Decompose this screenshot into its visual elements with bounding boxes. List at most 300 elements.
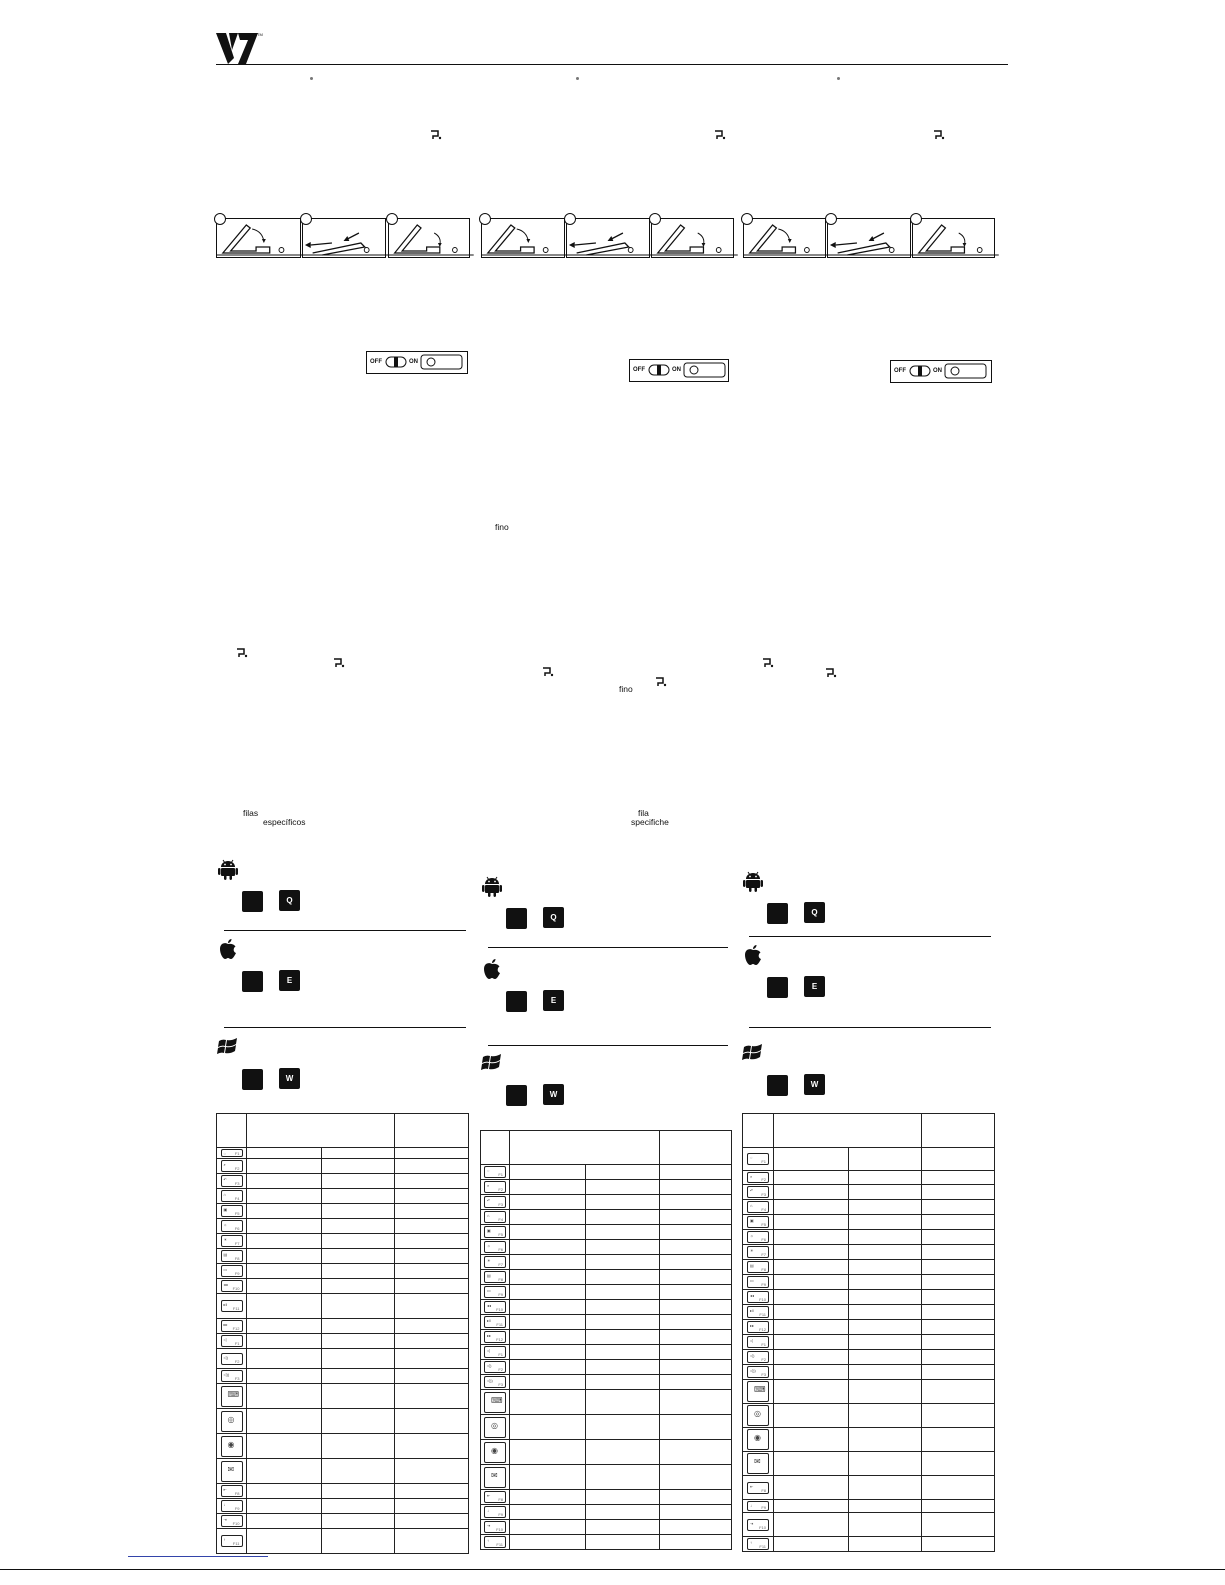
keycap-cell (217, 1529, 247, 1554)
table-row (217, 1514, 469, 1529)
table-cell (322, 1499, 395, 1514)
lock-icon: ▣ F5 (747, 1216, 769, 1228)
text-fila: fila (638, 808, 649, 818)
table-cell (322, 1529, 395, 1554)
media-play-icon: ▸‖ F11 (221, 1300, 243, 1312)
keycap-cell (217, 1369, 247, 1384)
table-row (217, 1219, 469, 1234)
table-cell (922, 1513, 995, 1537)
table-cell (247, 1409, 322, 1434)
text-filas: filas (243, 808, 259, 818)
table-cell (395, 1189, 469, 1204)
keycap-cell (481, 1535, 510, 1550)
brightness-down-icon: ☼ F6 (221, 1220, 243, 1232)
table-cell (774, 1171, 849, 1185)
installation-step-figure (912, 218, 995, 258)
table-cell (510, 1360, 586, 1375)
table-cell (849, 1305, 922, 1320)
table-cell (322, 1159, 395, 1174)
brightness-down-icon: ☼ F6 (747, 1231, 769, 1243)
windows-icon (481, 1052, 503, 1074)
table-cell (774, 1290, 849, 1305)
globe-icon: ◎ (747, 1405, 769, 1426)
table-cell (586, 1360, 660, 1375)
table-cell (849, 1428, 922, 1452)
table-cell (774, 1260, 849, 1275)
keycap-cell (743, 1148, 774, 1171)
table-cell (395, 1384, 469, 1409)
table-header-cell (922, 1114, 995, 1148)
volume-up-icon: ◁)) F3 (221, 1370, 243, 1382)
table-cell (922, 1320, 995, 1335)
table-cell (849, 1452, 922, 1476)
search-icon: ⌕ F2 (484, 1181, 506, 1193)
table-row (743, 1260, 995, 1275)
modifier-key (242, 1069, 263, 1090)
keycap-cell (743, 1350, 774, 1365)
table-cell (922, 1245, 995, 1260)
table-row (217, 1369, 469, 1384)
pair-icon (714, 127, 726, 145)
table-cell (586, 1415, 660, 1440)
table-row (481, 1285, 732, 1300)
svg-text:TM: TM (257, 32, 263, 37)
table-cell (774, 1200, 849, 1215)
table-cell (247, 1369, 322, 1384)
prev-icon: ⇤ F8 (484, 1491, 506, 1503)
table-cell (395, 1499, 469, 1514)
step-number-circle (479, 213, 491, 225)
keycap-cell (481, 1315, 510, 1330)
table-cell (586, 1180, 660, 1195)
media-play-icon: ▸‖ F11 (747, 1306, 769, 1318)
installation-step-figure (651, 218, 734, 258)
table-cell (922, 1275, 995, 1290)
keycap-cell (743, 1320, 774, 1335)
table-cell (395, 1204, 469, 1219)
pair-icon (542, 664, 554, 682)
table-cell (922, 1200, 995, 1215)
windows-icon (217, 1036, 239, 1058)
table-cell (774, 1245, 849, 1260)
table-header-cell (217, 1114, 247, 1148)
media-next-icon: ▸▸ F12 (221, 1320, 243, 1332)
search-icon: ⌕ F2 (747, 1172, 769, 1183)
table-cell (395, 1264, 469, 1279)
keycap-cell (743, 1215, 774, 1230)
table-header-cell (510, 1131, 660, 1165)
section-divider (488, 947, 728, 948)
table-row (743, 1537, 995, 1552)
table-cell (322, 1409, 395, 1434)
table-cell (247, 1148, 322, 1159)
table-cell (395, 1514, 469, 1529)
prev-icon: ⇤ F8 (221, 1485, 243, 1497)
table-cell (510, 1315, 586, 1330)
installation-step-figure (302, 218, 386, 258)
table-row (481, 1255, 732, 1270)
keycap-cell (217, 1148, 247, 1159)
table-cell (510, 1390, 586, 1415)
table-cell (849, 1380, 922, 1404)
table-row (743, 1365, 995, 1380)
table-cell (322, 1148, 395, 1159)
table-cell (322, 1189, 395, 1204)
keycap-cell (217, 1434, 247, 1459)
keycap-cell (743, 1428, 774, 1452)
keycap-cell (217, 1384, 247, 1409)
keycap-cell (743, 1537, 774, 1552)
keycap-cell (743, 1185, 774, 1200)
keycap-cell (217, 1264, 247, 1279)
table-cell (322, 1204, 395, 1219)
keyboard-icon: ⌨ (747, 1381, 769, 1402)
power-switch-diagram (366, 351, 468, 374)
table-row (481, 1520, 732, 1535)
keycap-cell (481, 1300, 510, 1315)
keyboard-icon: ⌨ (484, 1392, 506, 1413)
screenshot-icon: ▭ F9 (484, 1286, 506, 1298)
table-row (217, 1529, 469, 1554)
keycap-cell (217, 1234, 247, 1249)
table-cell (322, 1264, 395, 1279)
table-cell (510, 1490, 586, 1505)
table-cell (660, 1465, 732, 1490)
table-row (481, 1390, 732, 1415)
section-divider (749, 936, 991, 937)
media-prev-icon: ◂◂ F10 (221, 1280, 243, 1292)
table-row (481, 1165, 732, 1180)
table-cell (395, 1279, 469, 1294)
table-cell (395, 1529, 469, 1554)
table-cell (247, 1529, 322, 1554)
installation-step-figure (216, 218, 301, 258)
keycap-cell (217, 1294, 247, 1319)
table-row (743, 1404, 995, 1428)
media-prev-icon: ◂◂ F10 (484, 1301, 506, 1313)
keycap-cell (743, 1260, 774, 1275)
table-cell (395, 1148, 469, 1159)
table-row (481, 1240, 732, 1255)
section-divider (749, 1027, 991, 1028)
table-cell (922, 1260, 995, 1275)
table-row (217, 1484, 469, 1499)
keycap-cell (217, 1249, 247, 1264)
pair-icon (825, 665, 837, 683)
apple-icon (742, 944, 764, 966)
back-icon: ↶ F3 (747, 1186, 769, 1198)
table-row (743, 1452, 995, 1476)
step-number-circle (741, 213, 753, 225)
table-cell (510, 1465, 586, 1490)
modifier-key (506, 1085, 527, 1106)
shortcut-key: W (543, 1084, 564, 1105)
table-cell (247, 1319, 322, 1334)
table-cell (322, 1319, 395, 1334)
mute-icon: ◁ F1 (221, 1335, 243, 1347)
table-row (481, 1345, 732, 1360)
table-cell (395, 1409, 469, 1434)
up-icon: ↑ F11 (747, 1538, 769, 1550)
keycap-cell (743, 1200, 774, 1215)
table-row (481, 1535, 732, 1550)
keycap-cell (481, 1180, 510, 1195)
power-switch-diagram (890, 360, 992, 383)
table-cell (586, 1300, 660, 1315)
table-cell (660, 1270, 732, 1285)
table-cell (774, 1500, 849, 1513)
table-cell (247, 1434, 322, 1459)
mail-icon: ✉ (747, 1453, 769, 1474)
next-icon: ⇥ F10 (747, 1519, 769, 1531)
table-row (217, 1409, 469, 1434)
step-number-circle (300, 213, 312, 225)
table-cell (395, 1159, 469, 1174)
table-cell (774, 1230, 849, 1245)
power-icon: ◌ F1 (484, 1166, 506, 1178)
table-cell (660, 1520, 732, 1535)
table-cell (849, 1275, 922, 1290)
table-row (217, 1204, 469, 1219)
modifier-key (242, 971, 263, 992)
table-row (743, 1230, 995, 1245)
search-icon: ⌕ F2 (221, 1160, 243, 1172)
footer-link[interactable] (128, 1556, 268, 1557)
pair-icon (430, 127, 442, 145)
table-cell (510, 1165, 586, 1180)
table-cell (586, 1535, 660, 1550)
table-cell (247, 1204, 322, 1219)
table-cell (586, 1390, 660, 1415)
home-icon: ⌂ F4 (484, 1211, 506, 1223)
pair-icon (655, 674, 667, 692)
table-row (743, 1200, 995, 1215)
down-icon: ↓ F9 (747, 1501, 769, 1511)
table-cell (922, 1185, 995, 1200)
text-fino: fino (619, 684, 633, 694)
table-cell (322, 1514, 395, 1529)
table-cell (660, 1225, 732, 1240)
step-number-circle (649, 213, 661, 225)
table-cell (322, 1234, 395, 1249)
step-number-circle (214, 213, 226, 225)
table-row (217, 1159, 469, 1174)
table-row (217, 1434, 469, 1459)
table-cell (660, 1180, 732, 1195)
table-cell (922, 1290, 995, 1305)
table-cell (247, 1349, 322, 1369)
table-row (481, 1440, 732, 1465)
table-cell (774, 1185, 849, 1200)
table-cell (322, 1219, 395, 1234)
off-label: OFF (370, 359, 382, 365)
power-icon: ◌ F1 (747, 1153, 769, 1165)
keycap-cell (217, 1484, 247, 1499)
table-cell (849, 1500, 922, 1513)
table-cell (922, 1171, 995, 1185)
table-row (217, 1319, 469, 1334)
table-cell (247, 1384, 322, 1409)
table-cell (922, 1215, 995, 1230)
table-cell (660, 1195, 732, 1210)
keycap-cell (481, 1240, 510, 1255)
table-cell (774, 1350, 849, 1365)
table-cell (849, 1260, 922, 1275)
table-cell (586, 1285, 660, 1300)
table-cell (322, 1279, 395, 1294)
table-cell (586, 1505, 660, 1520)
section-divider (488, 1045, 728, 1046)
table-cell (849, 1365, 922, 1380)
table-cell (660, 1490, 732, 1505)
table-cell (849, 1230, 922, 1245)
table-cell (774, 1320, 849, 1335)
table-cell (395, 1174, 469, 1189)
table-cell (247, 1264, 322, 1279)
table-cell (510, 1255, 586, 1270)
browser-icon: ◉ (747, 1429, 769, 1450)
modifier-key (506, 991, 527, 1012)
table-row (217, 1499, 469, 1514)
table-cell (774, 1335, 849, 1350)
table-cell (849, 1335, 922, 1350)
table-cell (849, 1215, 922, 1230)
table-row (481, 1315, 732, 1330)
table-row (481, 1270, 732, 1285)
table-cell (510, 1535, 586, 1550)
table-cell (510, 1520, 586, 1535)
column-marker (837, 77, 840, 80)
table-cell (849, 1290, 922, 1305)
mute-icon: ◁ F1 (747, 1336, 769, 1348)
table-cell (849, 1171, 922, 1185)
table-row (743, 1171, 995, 1185)
table-cell (247, 1234, 322, 1249)
table-cell (510, 1240, 586, 1255)
table-cell (510, 1210, 586, 1225)
table-cell (849, 1185, 922, 1200)
table-cell (395, 1434, 469, 1459)
android-icon (742, 870, 764, 892)
table-cell (660, 1255, 732, 1270)
screenshot-icon: ▭ F9 (221, 1265, 243, 1277)
table-cell (660, 1535, 732, 1550)
table-cell (849, 1404, 922, 1428)
pair-icon (933, 127, 945, 145)
off-label: OFF (894, 368, 906, 374)
table-row (481, 1195, 732, 1210)
back-icon: ↶ F3 (484, 1196, 506, 1208)
keycap-cell (481, 1270, 510, 1285)
table-row (217, 1459, 469, 1484)
table-cell (247, 1279, 322, 1294)
table-cell (322, 1349, 395, 1369)
power-icon: ◌ F1 (221, 1149, 243, 1157)
shortcut-key: Q (279, 890, 300, 911)
table-cell (586, 1210, 660, 1225)
table-cell (586, 1240, 660, 1255)
table-cell (660, 1330, 732, 1345)
table-cell (395, 1319, 469, 1334)
table-cell (247, 1514, 322, 1529)
footer-rule (0, 1569, 1225, 1570)
table-cell (586, 1440, 660, 1465)
table-cell (774, 1513, 849, 1537)
table-cell (510, 1300, 586, 1315)
keycap-cell (217, 1499, 247, 1514)
table-cell (849, 1350, 922, 1365)
table-cell (510, 1375, 586, 1390)
table-row (481, 1360, 732, 1375)
table-row (481, 1505, 732, 1520)
table-row (743, 1335, 995, 1350)
table-cell (247, 1499, 322, 1514)
table-row (217, 1264, 469, 1279)
table-cell (774, 1452, 849, 1476)
table-row (217, 1349, 469, 1369)
on-label: ON (672, 367, 681, 373)
table-cell (586, 1490, 660, 1505)
table-row (217, 1294, 469, 1319)
volume-down-icon: ◁) F2 (221, 1353, 243, 1365)
keycap-cell (481, 1465, 510, 1490)
table-row (217, 1279, 469, 1294)
table-cell (395, 1249, 469, 1264)
shortcut-key: Q (804, 902, 825, 923)
mute-icon: ◁ F1 (484, 1346, 506, 1358)
table-cell (586, 1330, 660, 1345)
table-cell (586, 1345, 660, 1360)
text-fino: fino (495, 522, 509, 532)
step-number-circle (386, 213, 398, 225)
table-cell (322, 1249, 395, 1264)
step-number-circle (564, 213, 576, 225)
pair-icon (762, 655, 774, 673)
table-cell (510, 1180, 586, 1195)
table-cell (849, 1245, 922, 1260)
table-cell (586, 1165, 660, 1180)
table-row (743, 1500, 995, 1513)
table-header-cell (395, 1114, 469, 1148)
keycap-cell (481, 1415, 510, 1440)
down-icon: ↓ F9 (221, 1500, 243, 1512)
keyboard-icon: ⌨ (221, 1386, 243, 1407)
table-cell (395, 1349, 469, 1369)
down-icon: ↓ F9 (484, 1506, 506, 1518)
text-specifiche: specifiche (631, 817, 669, 827)
table-row (743, 1185, 995, 1200)
table-cell (510, 1225, 586, 1240)
browser-icon: ◉ (221, 1436, 243, 1457)
globe-icon: ◎ (221, 1411, 243, 1432)
table-cell (660, 1440, 732, 1465)
keycap-cell (743, 1275, 774, 1290)
shortcut-key: E (279, 970, 300, 991)
media-next-icon: ▸▸ F12 (484, 1331, 506, 1343)
table-cell (922, 1404, 995, 1428)
table-row (743, 1320, 995, 1335)
table-cell (586, 1315, 660, 1330)
table-cell (922, 1350, 995, 1365)
up-icon: ↑ F11 (484, 1536, 506, 1548)
table-row (481, 1375, 732, 1390)
table-cell (510, 1330, 586, 1345)
keycap-cell (217, 1349, 247, 1369)
installation-step-figure (388, 218, 470, 258)
v7-logo (216, 30, 263, 64)
table-cell (586, 1375, 660, 1390)
table-header-cell (774, 1114, 922, 1148)
